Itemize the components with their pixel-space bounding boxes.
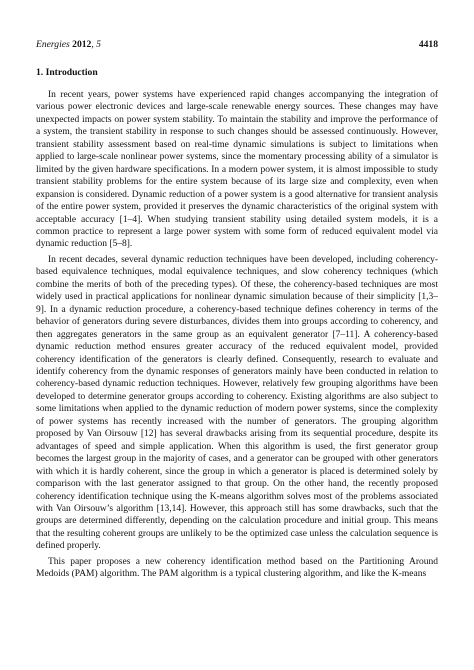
paragraph-3: This paper proposes a new coherency identification method based on the Partitioning Around Medoids (PAM) algorithm. The PAM algorithm is a typical clustering algorithm, and like the K-means [36,556,438,580]
running-header [36,38,438,52]
paragraph-1: In recent years, power systems have experienced rapid changes accompanying the integration of various power electronic devices and large-scale renewable energy sources. These changes may have unexpected impacts on power system stability. To maintain the stability and improve the performance of a system, the transient stability in response to such changes should be assessed continuously. However, transient stability assessment based on real-time dynamic simulations is subject to limitations when applied to large-scale nonlinear power systems, since the momentary processing ability of a simulator is limited by the given hardware specifications. In a modern power system, it is almost impossible to study transient stability problems for the entire system because of its large size and complexity, even when expansion is considered. Dynamic reduction of a power system is a good alternative for transient analysis of the entire power system, provided it preserves the dynamic characteristics of the original system with acceptable accuracy [1–4]. When studying transient stability using detailed system models, it is a common practice to represent a large power system with some form of reduced equivalent model via dynamic reduction [5–8]. [36,90,438,250]
journal-year: 2012 [72,39,92,50]
journal-name: Energies [36,39,70,50]
section-heading: 1. Introduction [36,67,98,78]
journal-volume: , 5 [91,39,101,50]
journal-citation [36,38,101,52]
body-text [36,89,438,584]
paragraph-2: In recent decades, several dynamic reduction techniques have been developed, including coherency-based equivalence techniques, modal equivalence techniques, and slow coherency techniques (which combine the merits of both of the preceding types). Of these, the coherency-based techniques are most widely used in practical applications for nonlinear dynamic simulation because of their simplicity [1,3–9]. In a dynamic reduction procedure, a coherency-based technique defines coherency in terms of the behavior of generators during severe disturbances, divides them into groups according to coherency, and then aggregates generators in the same group as an equivalent generator [7–11]. A coherency-based dynamic reduction method ensures greater accuracy of the reduced equivalent model, provided coherency identification of the generators is clearly defined. Consequently, research to evaluate and identify coherency from the dynamic responses of generators mainly have been conducted in relation to coherency-based dynamic reduction techniques. However, relatively few grouping algorithms have been developed to determine generator groups according to coherency. Existing algorithms are also subject to some limitations when applied to the dynamic reduction of modern power systems, since the complexity of power systems has recently increased with the number of generators. The grouping algorithm proposed by Van Oirsouw [12] has several drawbacks arising from its sequential procedure, despite its advantages of speed and simple application. When this algorithm is used, the first generator group becomes the largest group in the majority of cases, and a generator can be grouped with other generators with which it is hardly coherent, since the group in which a generator is placed is determined solely by comparison with the last generator assigned to that group. On the other hand, the recently proposed coherency identification technique using the K-means algorithm solves most of the problems associated with Van Oirsouw’s algorithm [13,14]. However, this approach still has some drawbacks, such that the groups are determined differently, depending on the calculation procedure and initial group. This means that the resulting coherent groups are unlikely to be the optimized case unless the calculation sequence is defined properly. [36,254,438,552]
page-number: 4418 [418,39,438,50]
